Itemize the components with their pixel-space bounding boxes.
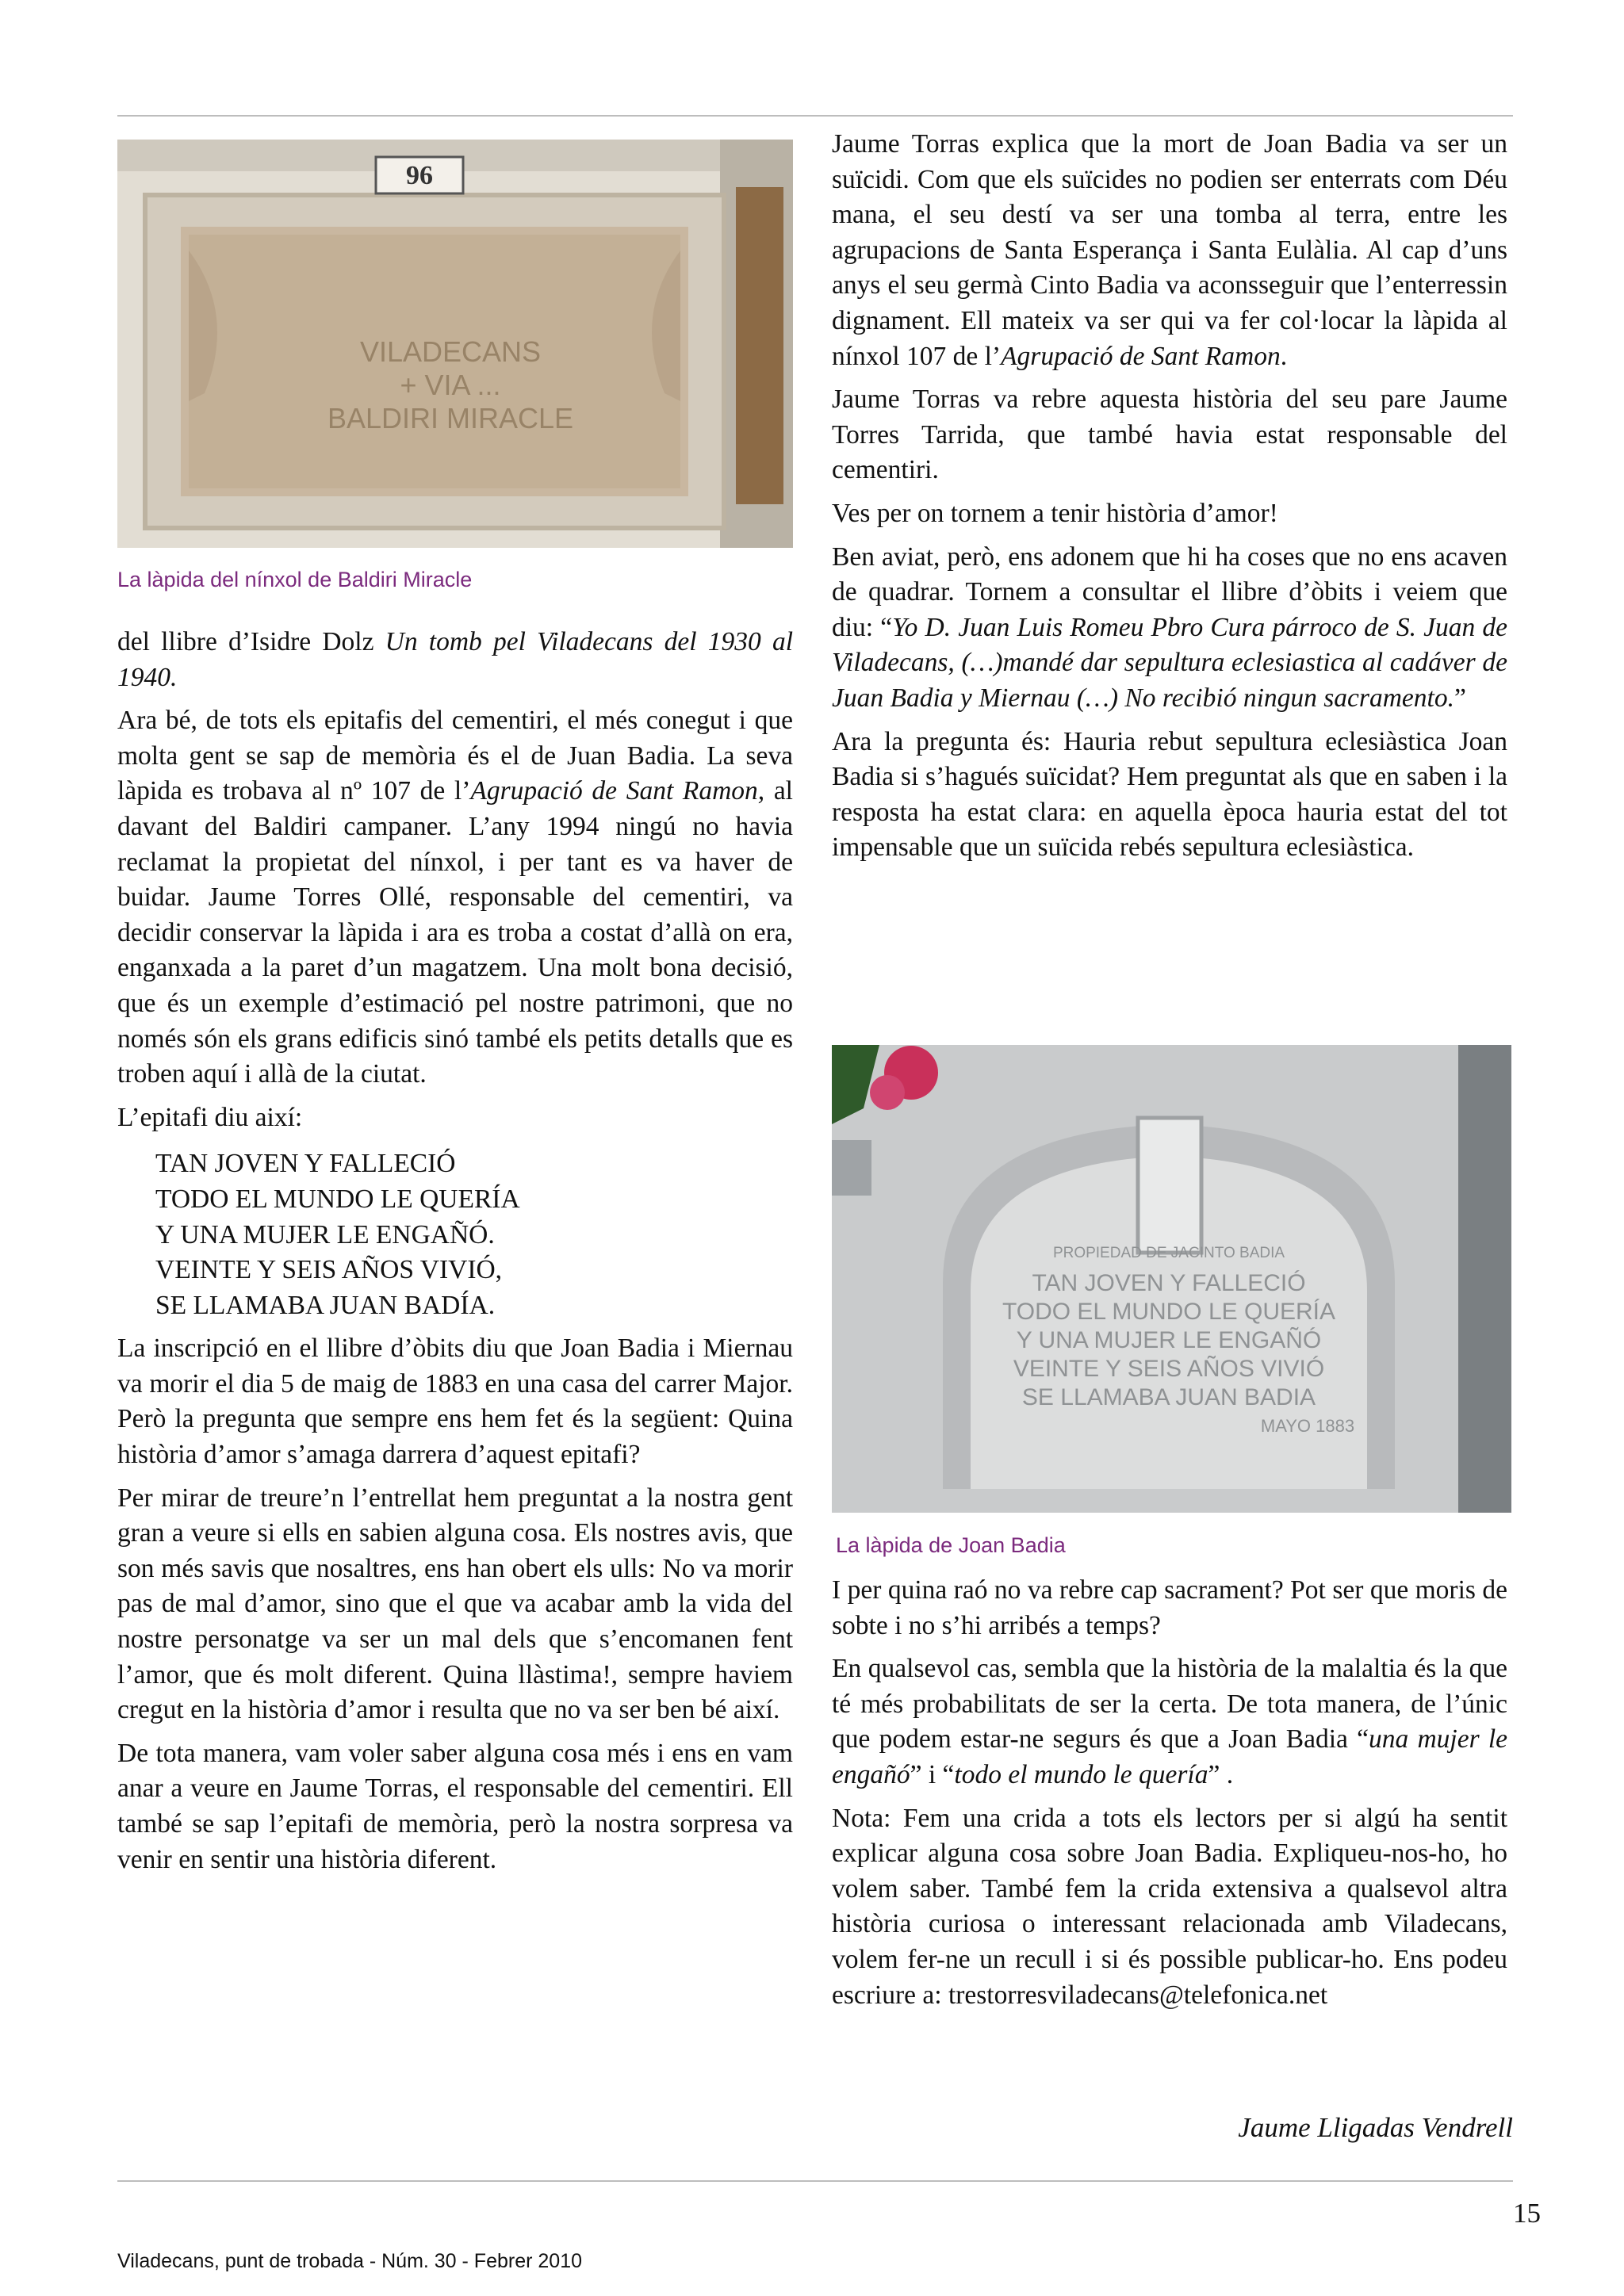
- left-paragraph-3: L’epitafi diu així:: [117, 1102, 303, 1132]
- tombstone-photo-graphic: [832, 1045, 1511, 1513]
- right-p1-text-b: .: [1280, 341, 1288, 371]
- right-p4-text-b: ”: [1454, 683, 1466, 713]
- right-column-top: [832, 127, 1507, 874]
- right-paragraph-2: Jaume Torras va rebre aquesta història del seu pare Jaume Torres Tarrida, que també havia estat responsable del cementiri.: [832, 385, 1507, 485]
- left-paragraph-2: [117, 703, 793, 1093]
- right-paragraph-8: Nota: Fem una crida a tots els lectors per si algú ha sentit explicar alguna cosa sobre Joan Badia. Expliqueu-nos-ho, ho volem saber. També fem la crida extensiva a qualsevol altra història curiosa o interessant relacionada amb Viladecans, volem fer-ne un recull i si és possible publicar-ho. Ens podeu escriure a: trestorresviladecans@telefonica.net: [832, 1803, 1507, 2010]
- epitaph-line: TODO EL MUNDO LE QUERÍA: [155, 1184, 520, 1214]
- left-paragraph-6: De tota manera, vam voler saber alguna cosa més i ens en vam anar a veure en Jaume Torras, el responsable del cementiri. Ell també se sap l’epitafi de memòria, però la nostra sorpresa va venir en sentir una història diferent.: [117, 1738, 793, 1874]
- right-p7-text-a: En qualsevol cas, sembla que la història de la malaltia és la que té més probabilitats de ser la certa. De tota manera, de l’únic que podem estar-ne segurs és que a Joan Badia “: [832, 1654, 1507, 1755]
- inscription-line-4: VEINTE Y SEIS AÑOS VIVIÓ: [1013, 1356, 1325, 1382]
- inscription-line-2: + VIA ...: [400, 369, 501, 401]
- right-paragraph-3: Ves per on tornem a tenir història d’amor!: [832, 498, 1278, 528]
- inscription-line-5: SE LLAMABA JUAN BADIA: [1021, 1384, 1316, 1410]
- right-paragraph-1: [832, 127, 1507, 374]
- inscription-line-1: TAN JOVEN Y FALLECIÓ: [1032, 1270, 1306, 1296]
- right-p7-italic-1: una mujer le engañó: [832, 1724, 1507, 1789]
- baldiri-miracle-tombstone-photo: [117, 140, 793, 548]
- right-p1-text-a: Jaume Torras explica que la mort de Joan Badia va ser un suïcidi. Com que els suïcides no podien ser enterrats com Déu mana, el seu destí va ser una tomba al terra, entre les agrupacions de Santa Esperança i Santa Eulàlia. Al cap d’uns anys el seu germà Cinto Badia va aconsseguir que l’enterressin dignament. Ell mateix va ser qui va fer col·locar la làpida al nínxol 107 de l’: [832, 129, 1507, 371]
- inscription-date: MAYO 1883: [1260, 1416, 1355, 1436]
- epitaph-line: SE LLAMABA JUAN BADÍA.: [155, 1290, 496, 1320]
- page-number: 15: [1513, 2198, 1541, 2229]
- left-p1-text: del llibre d’Isidre Dolz: [117, 627, 385, 656]
- left-p2-text-b: al davant del Baldiri campaner. L’any 1994 ningú no havia reclamat la propietat del nínxol, i per tant es va haver de buidar. Jaume Torres Ollé, responsable del cementiri, va decidir conservar la làpida i ara es troba a costat d’allà on era, enganxada a la paret d’un magatzem. Una molt bona decisió, que és un exemple d’estimació pel nostre patrimoni, que no només són els grans edificis sinó també els petits detalls que es troben aquí i allà de la ciutat.: [117, 776, 793, 1089]
- right-p7-text-b: ” i “: [910, 1759, 955, 1789]
- niche-number: 96: [406, 161, 433, 190]
- left-p2-text-a: Ara bé, de tots els epitafis del cementiri, el més conegut i que molta gent se sap de memòria és el de Juan Badia. La seva làpida es trobava al nº 107 de l’: [117, 706, 793, 806]
- epitaph-quote: [155, 1146, 793, 1323]
- article-author: Jaume Lligadas Vendrell: [1238, 2112, 1513, 2143]
- tombstone-photo-graphic: [117, 140, 793, 548]
- book-title: Un tomb pel Viladecans del 1930 al 1940.: [117, 627, 793, 692]
- inscription-line-2: TODO EL MUNDO LE QUERÍA: [1002, 1299, 1336, 1325]
- inscription-owner: PROPIEDAD DE JACINTO BADIA: [1052, 1245, 1285, 1261]
- right-p7-italic-2: todo el mundo le quería: [954, 1759, 1208, 1789]
- left-column: [117, 625, 793, 1885]
- right-paragraph-5: Ara la pregunta és: Hauria rebut sepultura eclesiàstica Joan Badia si s’hagués suïcidat? Hem preguntat als que en saben i la resposta ha estat clara: en aquella època hauria estat del tot impensable que un suïcida rebés sepultura eclesiàstica.: [832, 726, 1507, 863]
- epitaph-line: TAN JOVEN Y FALLECIÓ: [155, 1149, 456, 1179]
- right-p1-italic: Agrupació de Sant Ramon: [1001, 341, 1281, 371]
- epitaph-line: Y UNA MUJER LE ENGAÑÓ.: [155, 1219, 495, 1249]
- right-p7-text-c: ” .: [1208, 1759, 1234, 1789]
- left-p2-italic: Agrupació de Sant Ramon,: [470, 776, 765, 806]
- inscription-line-3: BALDIRI MIRACLE: [327, 402, 574, 434]
- left-paragraph-1: [117, 625, 793, 695]
- left-paragraph-4: La inscripció en el llibre d’òbits diu que Joan Badia i Miernau va morir el dia 5 de maig de 1883 en una casa del carrer Major. Però la pregunta que sempre ens hem fet és la següent: Quina història d’amor s’amaga darrera d’aquest epitafi?: [117, 1334, 793, 1470]
- inscription-line-1: VILADECANS: [359, 335, 542, 368]
- epitaph-line: VEINTE Y SEIS AÑOS VIVIÓ,: [155, 1255, 503, 1285]
- top-rule: [117, 115, 1513, 117]
- footer-publication: Viladecans, punt de trobada - Núm. 30 - Febrer 2010: [117, 2250, 582, 2272]
- death-register-quote: Yo D. Juan Luis Romeu Pbro Cura párroco de S. Juan de Viladecans, (…)mandé dar sepultura eclesiastica al cadáver de Juan Badia y Miernau (…) No recibió ningun sacramento.: [832, 612, 1508, 713]
- right-paragraph-6: I per quina raó no va rebre cap sacrament? Pot ser que moris de sobte i no s’hi arribés a temps?: [832, 1575, 1507, 1640]
- joan-badia-tombstone-photo: [832, 1045, 1511, 1513]
- right-p4-text-a: Ben aviat, però, ens adonem que hi ha coses que no ens acaven de quadrar. Tornem a consultar el llibre d’òbits i veiem que diu: “: [832, 541, 1507, 642]
- photo1-caption: La làpida del nínxol de Baldiri Miracle: [117, 568, 473, 591]
- left-paragraph-5: Per mirar de treure’n l’entrellat hem preguntat a la nostra gent gran a veure si ells en sabien alguna cosa. Els nostres avis, que son més savis que nosaltres, ens han obert els ulls: No va morir pas de mal d’amor, sino que el que va acabar amb la vida del nostre personatge va ser un mal dels que s’encomanen fent l’amor, que és molt diferent. Quina llàstima!, sempre haviem cregut en la història d’amor i resulta que no va ser ben bé així.: [117, 1483, 793, 1725]
- right-column-bottom: [832, 1573, 1507, 2021]
- right-paragraph-7: [832, 1651, 1507, 1793]
- photo2-caption: La làpida de Joan Badia: [836, 1533, 1066, 1557]
- right-paragraph-4: [832, 540, 1507, 717]
- bottom-rule: [117, 2180, 1513, 2182]
- inscription-line-3: Y UNA MUJER LE ENGAÑÓ: [1016, 1327, 1322, 1353]
